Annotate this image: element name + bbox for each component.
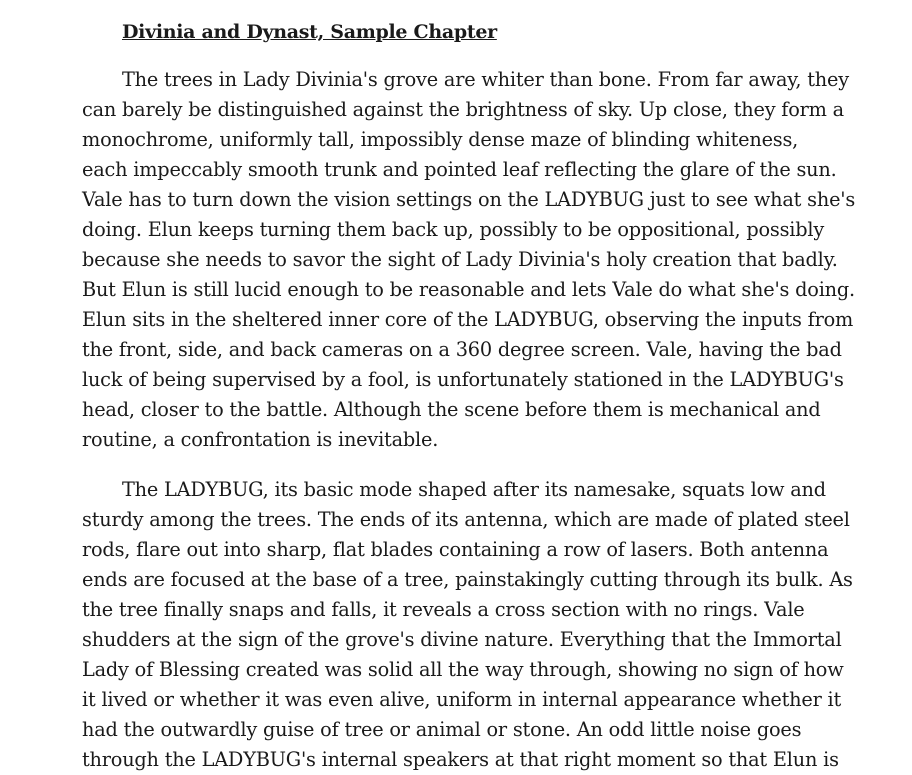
- paragraph-line: it lived or whether it was even alive, uniform in internal appearance whether it: [82, 688, 842, 711]
- paragraph-line: The trees in Lady Divinia's grove are whiter than bone. From far away, they: [122, 68, 849, 91]
- paragraph-line: shudders at the sign of the grove's divine nature. Everything that the Immortal: [82, 628, 842, 651]
- paragraph-line: head, closer to the battle. Although the scene before them is mechanical and: [82, 398, 821, 421]
- paragraph-line: had the outwardly guise of tree or animal or stone. An odd little noise goes: [82, 718, 802, 741]
- document-title: Divinia and Dynast, Sample Chapter: [122, 21, 497, 43]
- paragraph-line: through the LADYBUG's internal speakers at that right moment so that Elun is: [82, 748, 839, 771]
- document-page: [82, 0, 856, 775]
- paragraph-line: each impeccably smooth trunk and pointed leaf reflecting the glare of the sun.: [82, 158, 837, 181]
- paragraph-line: sturdy among the trees. The ends of its antenna, which are made of plated steel: [82, 508, 850, 531]
- paragraph-line: Lady of Blessing created was solid all the way through, showing no sign of how: [82, 658, 844, 681]
- paragraph-line: doing. Elun keeps turning them back up, possibly to be oppositional, possibly: [82, 218, 825, 241]
- paragraph-line: Vale has to turn down the vision settings on the LADYBUG just to see what she's: [82, 188, 856, 211]
- paragraph-line: the front, side, and back cameras on a 360 degree screen. Vale, having the bad: [82, 338, 842, 361]
- paragraph-line: because she needs to savor the sight of Lady Divinia's holy creation that badly.: [82, 248, 838, 271]
- paragraph-line: rods, flare out into sharp, flat blades containing a row of lasers. Both antenna: [82, 538, 829, 561]
- paragraph-2: [82, 475, 853, 775]
- paragraph-line: monochrome, uniformly tall, impossibly dense maze of blinding whiteness,: [82, 128, 799, 151]
- paragraph-line: the tree finally snaps and falls, it reveals a cross section with no rings. Vale: [82, 598, 805, 621]
- paragraph-line: But Elun is still lucid enough to be reasonable and lets Vale do what she's doing.: [82, 278, 855, 301]
- paragraph-line: ends are focused at the base of a tree, painstakingly cutting through its bulk. As: [82, 568, 853, 591]
- paragraph-line: can barely be distinguished against the brightness of sky. Up close, they form a: [82, 98, 844, 121]
- paragraph-line: routine, a confrontation is inevitable.: [82, 428, 439, 451]
- paragraph-line: luck of being supervised by a fool, is unfortunately stationed in the LADYBUG's: [82, 368, 844, 391]
- paragraph-1: [82, 65, 856, 455]
- paragraph-line: The LADYBUG, its basic mode shaped after its namesake, squats low and: [122, 478, 826, 501]
- paragraph-line: Elun sits in the sheltered inner core of the LADYBUG, observing the inputs from: [82, 308, 854, 331]
